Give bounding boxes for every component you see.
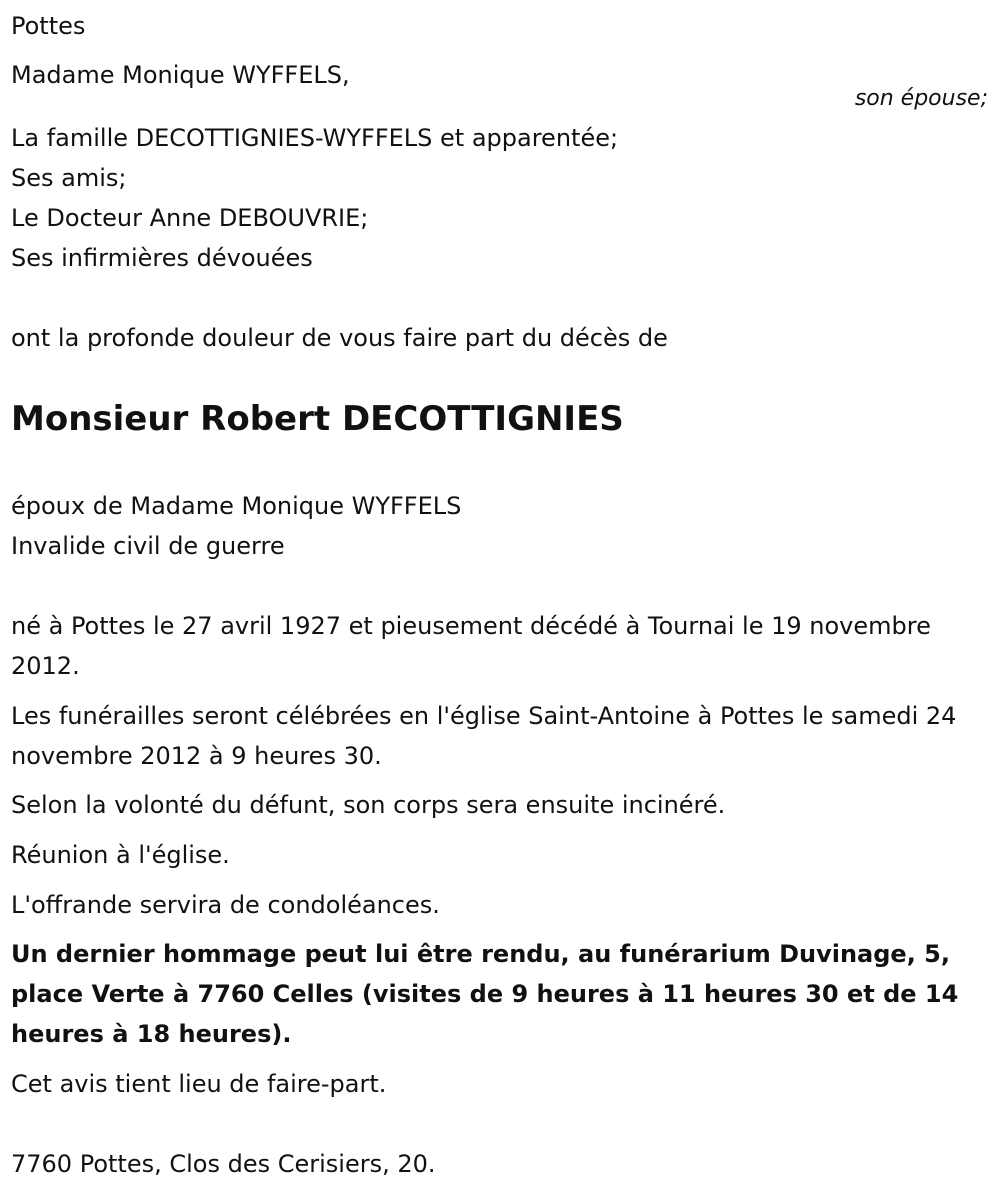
mourner-friends: Ses amis; xyxy=(11,164,127,192)
offering-text: L'offrande servira de condoléances. xyxy=(11,891,440,919)
meeting-text: Réunion à l'église. xyxy=(11,841,230,869)
notice-text: Cet avis tient lieu de faire-part. xyxy=(11,1070,387,1098)
cremation-text: Selon la volonté du défunt, son corps sera ensuite incinéré. xyxy=(11,791,726,819)
spouse-relation: son épouse; xyxy=(854,86,988,111)
mourner-doctor: Le Docteur Anne DEBOUVRIE; xyxy=(11,204,369,232)
deceased-name: Monsieur Robert DECOTTIGNIES xyxy=(11,399,624,439)
announcement-text: ont la profonde douleur de vous faire part du décès de xyxy=(11,324,668,352)
deceased-status-detail: Invalide civil de guerre xyxy=(11,532,285,560)
funeral-text: Les funérailles seront célébrées en l'église Saint-Antoine à Pottes le samedi 24 novembre 2012 à 9 heures 30. xyxy=(11,702,957,770)
deceased-spouse-detail: époux de Madame Monique WYFFELS xyxy=(11,492,462,520)
address-text: 7760 Pottes, Clos des Cerisiers, 20. xyxy=(11,1150,436,1178)
birth-death-text: né à Pottes le 27 avril 1927 et pieusement décédé à Tournai le 19 novembre 2012. xyxy=(11,612,931,680)
location-header: Pottes xyxy=(11,12,86,40)
mourner-family: La famille DECOTTIGNIES-WYFFELS et apparentée; xyxy=(11,124,619,152)
mourner-nurses: Ses infirmières dévouées xyxy=(11,244,313,272)
tribute-text: Un dernier hommage peut lui être rendu, au funérarium Duvinage, 5, place Verte à 7760 Celles (visites de 9 heures à 11 heures 30 et de 14 heures à 18 heures). xyxy=(11,940,959,1048)
spouse-name: Madame Monique WYFFELS, xyxy=(11,61,350,89)
